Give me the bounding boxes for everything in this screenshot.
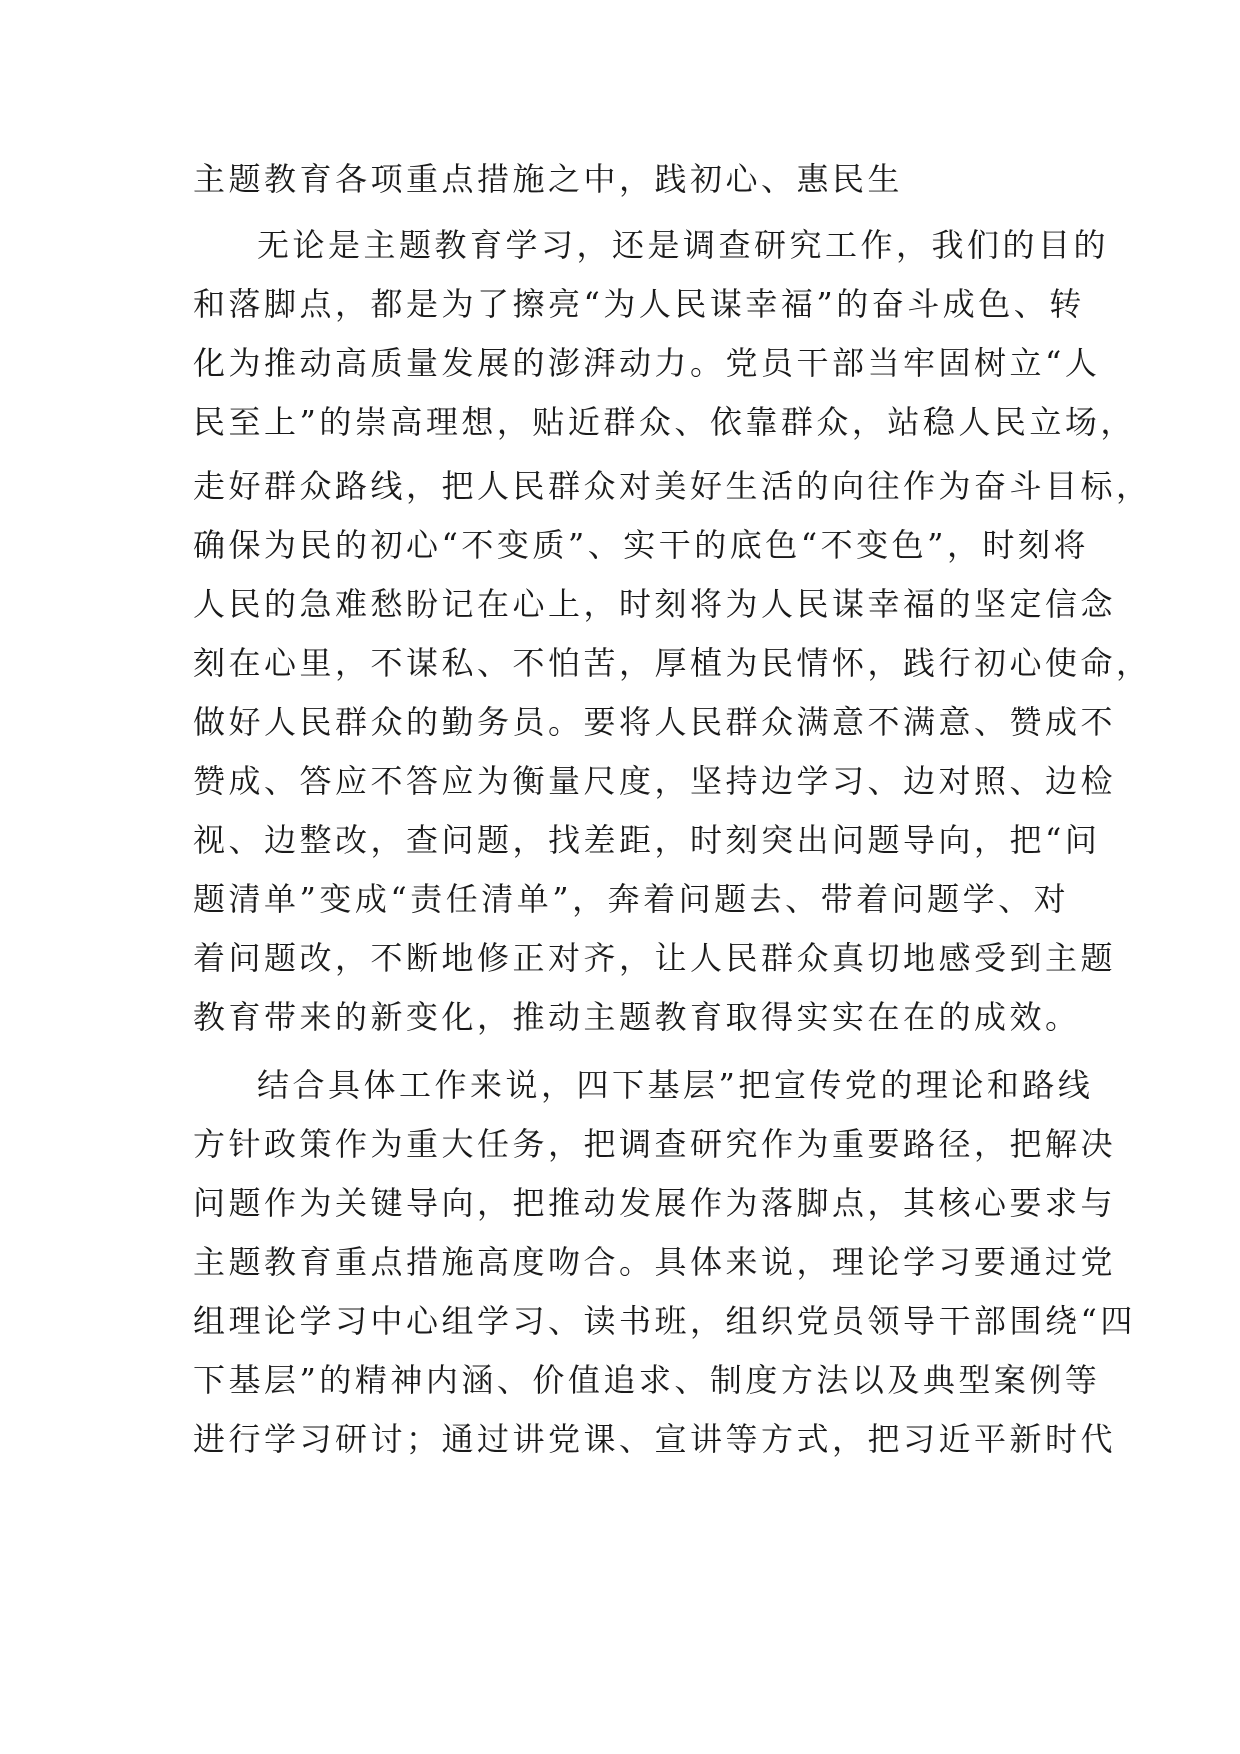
- paragraph-line: 和落脚点，都是为了擦亮“为人民谋幸福”的奋斗成色、转: [193, 285, 1085, 323]
- paragraph-line: 走好群众路线，把人民群众对美好生活的向往作为奋斗目标，: [193, 467, 1152, 505]
- paragraph-line: 主题教育重点措施高度吻合。具体来说，理论学习要通过党: [193, 1243, 1117, 1281]
- paragraph-line: 下基层”的精神内涵、价值追求、制度方法以及典型案例等: [193, 1361, 1101, 1399]
- paragraph-line: 人民的急难愁盼记在心上，时刻将为人民谋幸福的坚定信念: [193, 585, 1117, 623]
- paragraph-line: 无论是主题教育学习，还是调查研究工作，我们的目的: [257, 226, 1110, 264]
- paragraph-line: 化为推动高质量发展的澎湃动力。党员干部当牢固树立“人: [193, 344, 1101, 382]
- paragraph-line: 刻在心里，不谋私、不怕苦，厚植为民情怀，践行初心使命，: [193, 644, 1152, 682]
- section-heading: 主题教育各项重点措施之中，践初心、惠民生: [193, 160, 904, 198]
- paragraph-line: 做好人民群众的勤务员。要将人民群众满意不满意、赞成不: [193, 703, 1117, 741]
- paragraph-line: 着问题改，不断地修正对齐，让人民群众真切地感受到主题: [193, 939, 1117, 977]
- paragraph-line: 赞成、答应不答应为衡量尺度，坚持边学习、边对照、边检: [193, 762, 1117, 800]
- paragraph-line: 民至上”的崇高理想，贴近群众、依靠群众，站稳人民立场，: [193, 403, 1136, 441]
- paragraph-line: 进行学习研讨；通过讲党课、宣讲等方式，把习近平新时代: [193, 1420, 1117, 1458]
- paragraph-line: 结合具体工作来说，四下基层”把宣传党的理论和路线: [257, 1066, 1094, 1104]
- paragraph-line: 组理论学习中心组学习、读书班，组织党员领导干部围绕“四: [193, 1302, 1136, 1340]
- paragraph-line: 题清单”变成“责任清单”，奔着问题去、带着问题学、对: [193, 880, 1070, 918]
- paragraph-line: 确保为民的初心“不变质”、实干的底色“不变色”，时刻将: [193, 526, 1089, 564]
- paragraph-line: 教育带来的新变化，推动主题教育取得实实在在的成效。: [193, 998, 1081, 1036]
- paragraph-line: 视、边整改，查问题，找差距，时刻突出问题导向，把“问: [193, 821, 1101, 859]
- paragraph-line: 问题作为关键导向，把推动发展作为落脚点，其核心要求与: [193, 1184, 1117, 1222]
- paragraph-line: 方针政策作为重大任务，把调查研究作为重要路径，把解决: [193, 1125, 1117, 1163]
